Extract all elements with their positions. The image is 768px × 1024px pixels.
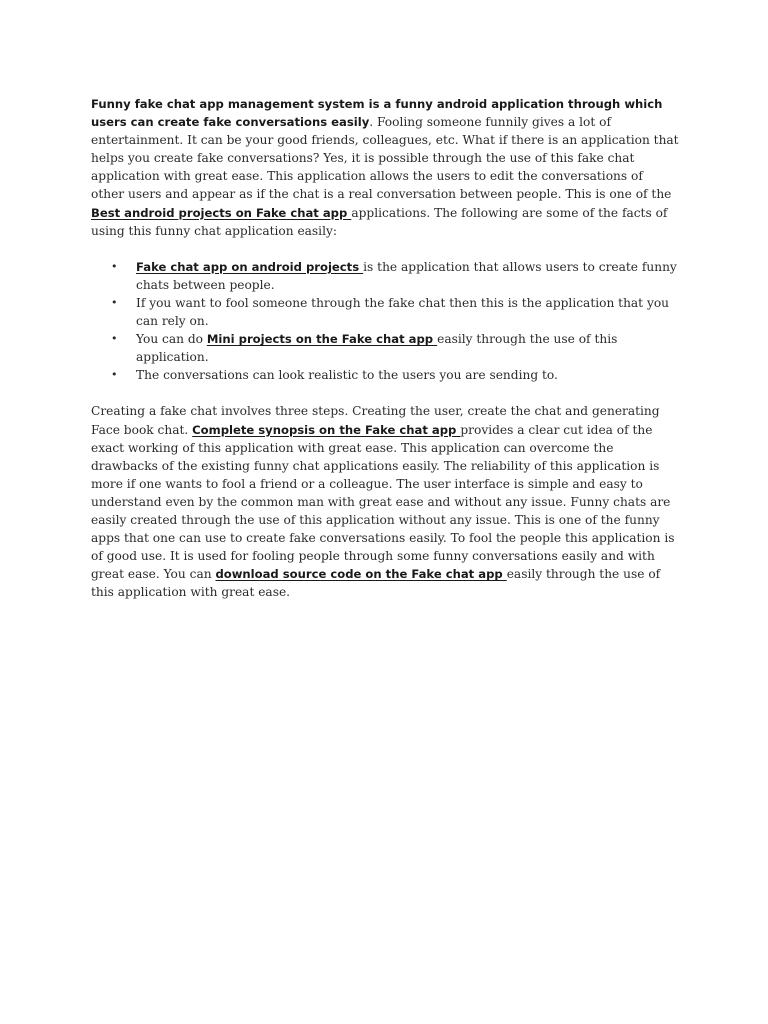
- intro-text-2: applications. The following are some of the facts of using this funny chat application easily:: [91, 205, 668, 238]
- facts-list: [91, 258, 679, 385]
- link-download-source-code[interactable]: download source code on the Fake chat app: [215, 567, 507, 582]
- link-complete-synopsis[interactable]: Complete synopsis on the Fake chat app: [192, 422, 461, 437]
- bullet-icon: •: [111, 295, 118, 309]
- intro-paragraph: [91, 95, 679, 240]
- list-item: [91, 258, 679, 294]
- list-item: [91, 366, 679, 384]
- list-item-text: is the application that allows users to create funny chats between people.: [136, 259, 677, 292]
- list-item: [91, 330, 679, 366]
- bullet-icon: •: [111, 332, 118, 346]
- list-item-text: If you want to fool someone through the fake chat then this is the application that you can rely on.: [136, 295, 670, 329]
- closing-text-1: Creating a fake chat involves three steps. Creating the user, create the chat and generating Face book chat.: [91, 404, 660, 437]
- closing-paragraph: [91, 402, 679, 601]
- link-best-android-projects[interactable]: Best android projects on Fake chat app: [91, 205, 352, 220]
- closing-text-3: easily through the use of this application with great ease.: [91, 567, 661, 600]
- intro-bold-text: Funny fake chat app management system is a funny android application through which users can create fake conversations easily: [91, 97, 663, 130]
- link-fake-chat-android-projects[interactable]: Fake chat app on android projects: [136, 259, 364, 274]
- list-item-text: The conversations can look realistic to the users you are sending to.: [136, 368, 558, 383]
- document-body: [91, 95, 679, 601]
- bullet-icon: •: [111, 259, 118, 273]
- list-item: [91, 294, 679, 330]
- intro-text-1: . Fooling someone funnily gives a lot of entertainment. It can be your good friends, colleagues, etc. What if there is an application that helps you create fake conversations? Yes, it is possible through the use of this fake chat application with great ease. This application allows the users to edit the conversations of other users and appear as if the chat is a real conversation between people. This is one of the: [91, 115, 679, 202]
- closing-text-2: provides a clear cut idea of the exact working of this application with great ease. This application can overcome the drawbacks of the existing funny chat applications easily. The reliability of this application is more if one wants to fool a friend or a colleague. The user interface is simple and easy to understand even by the common man with great ease and without any issue. Funny chats are easily created through the use of this application without any issue. This is one of the funny apps that one can use to create fake conversations easily. To fool the people this application is of good use. It is used for fooling people through some funny conversations easily and with great ease. You can: [91, 422, 675, 582]
- list-item-text: easily through the use of this application.: [136, 332, 618, 365]
- bullet-icon: •: [111, 368, 118, 382]
- link-mini-projects[interactable]: Mini projects on the Fake chat app: [206, 332, 438, 347]
- list-item-text: You can do: [136, 332, 207, 347]
